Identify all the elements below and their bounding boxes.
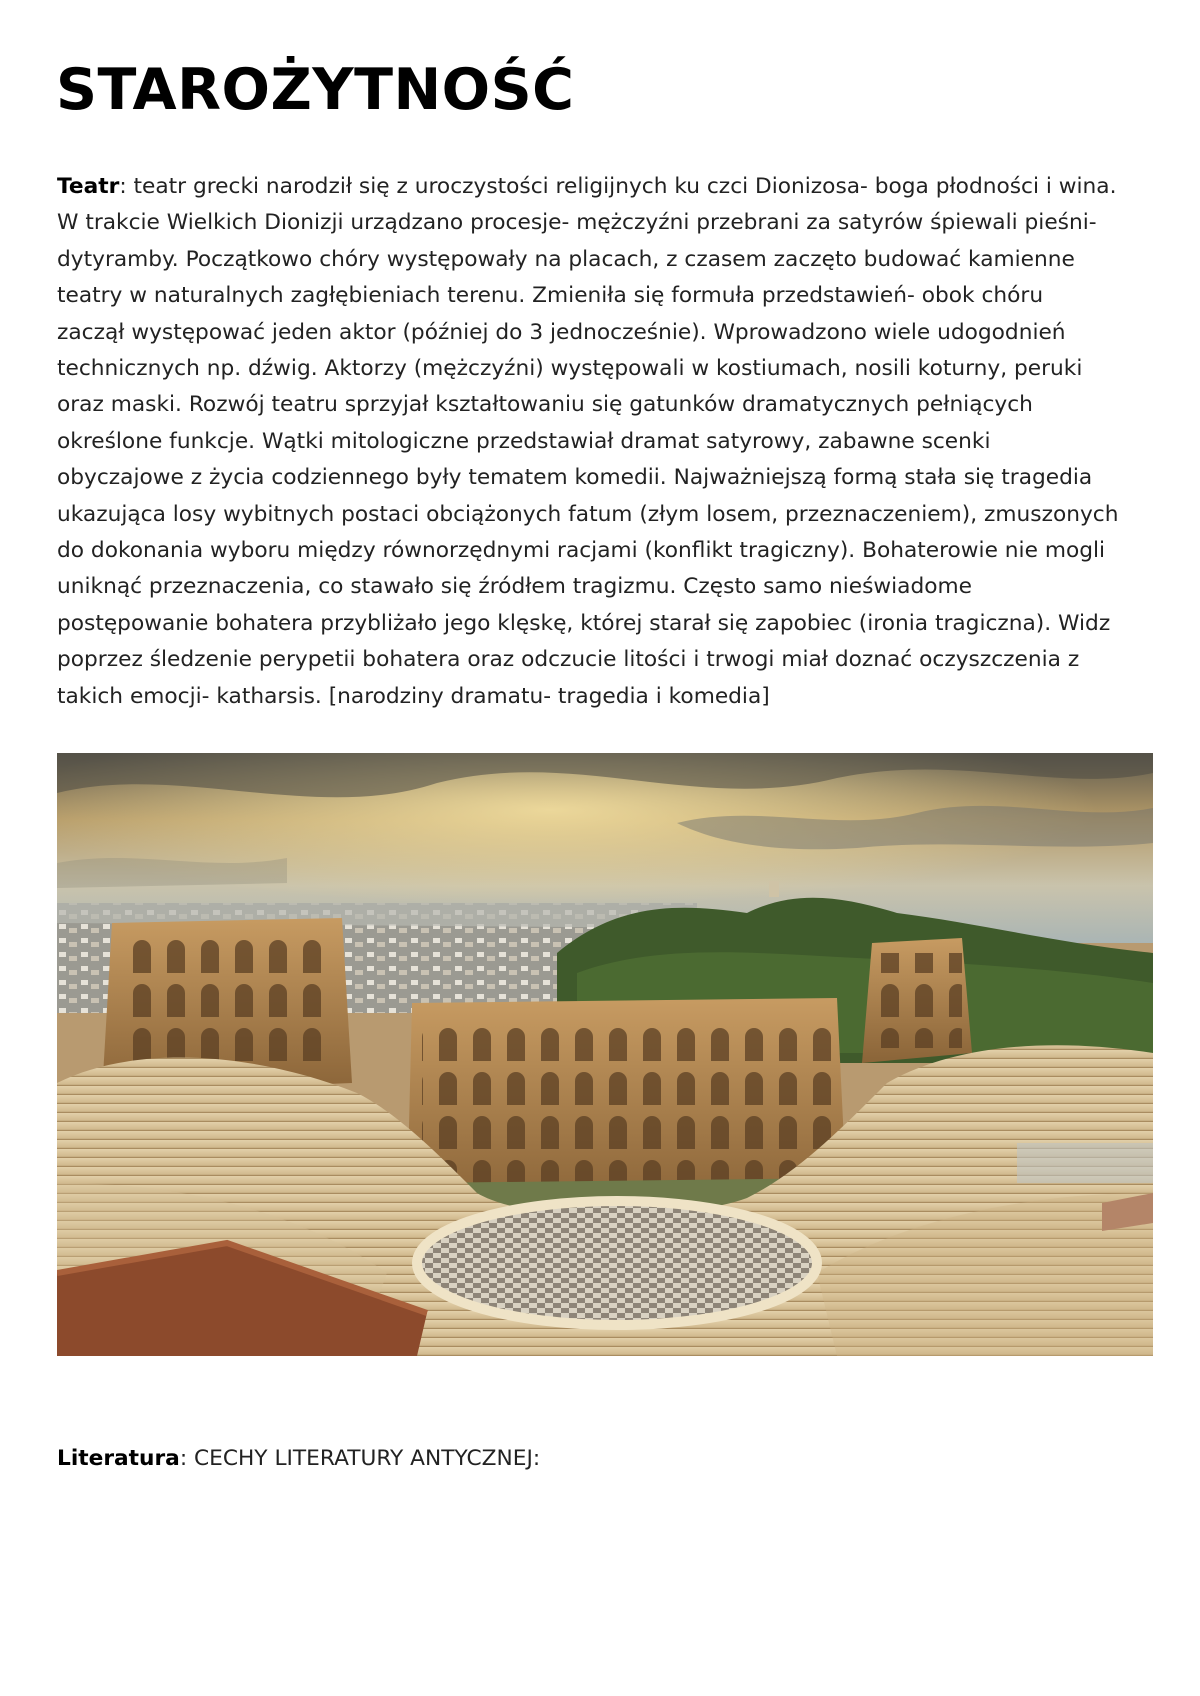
literatura-heading: Literatura [57,1446,180,1471]
paragraph-line: określone funkcje. Wątki mitologiczne przedstawiał dramat satyrowy, zabawne scenki [57,428,991,454]
paragraph-line: technicznych np. dźwig. Aktorzy (mężczyźni) występowali w kostiumach, nosili koturny, peruki [57,356,1083,382]
paragraph-line: takich emocji- katharsis. [narodziny dramatu- tragedia i komedia] [57,683,770,709]
paragraph-line: W trakcie Wielkich Dionizji urządzano procesje- mężczyźni przebrani za satyrów śpiewali pieśni- [57,210,1097,236]
paragraph-line: postępowanie bohatera przybliżało jego klęskę, której starał się zapobiec (ironia tragiczna). Widz [57,610,1111,636]
literatura-text: : CECHY LITERATURY ANTYCZNEJ: [179,1446,541,1471]
ancient-theatre-photo [57,753,1153,1356]
paragraph-line: ukazująca losy wybitnych postaci obciążonych fatum (złym losem, przeznaczeniem), zmuszonych [57,501,1119,527]
paragraph-line: oraz maski. Rozwój teatru sprzyjał kształtowaniu się gatunków dramatycznych pełniących [57,392,1033,418]
paragraph-line: zaczął występować jeden aktor (później do 3 jednocześnie). Wprowadzono wiele udogodnień [57,319,1066,345]
teatr-heading: Teatr [57,174,120,199]
page-title: STAROŻYTNOŚĆ [56,57,575,123]
literatura-heading-line [57,1444,540,1474]
paragraph-line: teatry w naturalnych zagłębieniach terenu. Zmieniła się formuła przedstawień- obok chóru [57,283,1044,309]
paragraph-line-text: : teatr grecki narodził się z uroczystości religijnych ku czci Dionizosa- boga płodności i wina. [119,174,1117,199]
paragraph-line: uniknąć przeznaczenia, co stawało się źródłem tragizmu. Często samo nieświadome [57,574,972,600]
paragraph-line: dytyramby. Początkowo chóry występowały na placach, z czasem zaczęto budować kamienne [57,246,1075,272]
theatre-illustration [57,753,1153,1356]
paragraph-line: poprzez śledzenie perypetii bohatera oraz odczucie litości i trwogi miał doznać oczyszczenia z [57,647,1080,673]
paragraph-line [57,169,1161,205]
paragraph-line: do dokonania wyboru między równorzędnymi racjami (konflikt tragiczny). Bohaterowie nie mogli [57,538,1106,564]
paragraph-line: obyczajowe z życia codziennego były tematem komedii. Najważniejszą formą stała się tragedia [57,465,1093,491]
teatr-paragraph [57,169,1161,715]
